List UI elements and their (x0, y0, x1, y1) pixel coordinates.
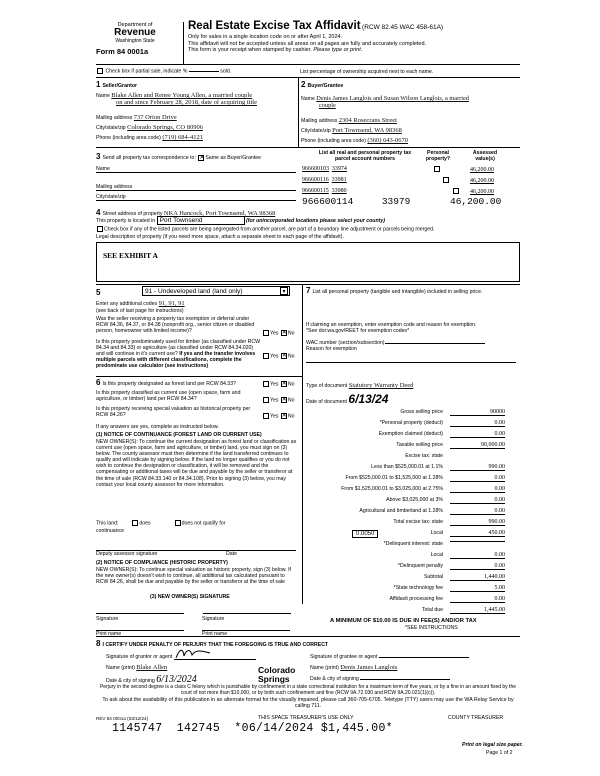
seller-city[interactable]: Colorado Springs, CO 80906 (127, 124, 203, 131)
calc-row: *Delinquent penalty 0.00 (398, 563, 505, 569)
calc-row: Taxable selling price 90,000.00 (396, 442, 505, 448)
correspondence-label: Send all property tax correspondence to: (102, 155, 196, 161)
seller-section: 1 Seller/Grantor (96, 80, 138, 89)
calc-row: Local 0.00 (430, 552, 505, 558)
page-title: Real Estate Excise Tax Affidavit (188, 20, 361, 32)
legal-description-label: Legal description of property (if you need more space, attach a separate sheet to each page of the affidavit). (96, 234, 344, 240)
form-number: Form 84 0001a (96, 47, 149, 56)
calc-row: From $1,525,000.01 to $3,025,000 at 2.75% 0.00 (341, 486, 505, 492)
personal-checkbox-1[interactable] (434, 166, 440, 172)
q-historic-yes[interactable] (263, 413, 269, 419)
property-street[interactable]: NKA Hancock, Port Townsend, WA 98368 (163, 210, 276, 217)
calc-row: *Delinquent interest: state (305, 541, 505, 551)
same-as-buyer-checkbox[interactable] (198, 155, 204, 161)
dropdown-arrow-icon[interactable]: ▾ (280, 287, 288, 295)
buyer-name-line1[interactable]: Denis James Langlois and Susan Wilson Langlois, a married (316, 95, 469, 102)
pct-list-note: List percentage of ownership acquired next to each name. (300, 69, 434, 75)
partial-sale-label: Check box if partial sale, indicate % (105, 68, 188, 75)
segregated-checkbox[interactable] (97, 226, 103, 232)
grantor-signature-mark (174, 646, 214, 660)
seller-name-line1[interactable]: Blake Allen and Renee Young Allen, a married couple (111, 92, 253, 99)
subtitle-3b: Please type or print. (313, 47, 363, 53)
grantee-sign-date[interactable] (360, 674, 450, 680)
grantee-print-name[interactable]: Denis James Langlois (340, 664, 398, 671)
q-timber-no[interactable] (281, 353, 287, 359)
continuance-notice: NEW OWNER(S): To continue the current designation as forest land or classification as current use (open space, farm and agriculture, or timber) land, you must sign on (3) below. The county assessor must then determine if the land transferred continues to qualify and will indicate by signing below. If the land no longer qualifies or you do not wish to continue the designation or classification, it will be removed and the compensating or additional taxes will be due and payable by the seller or transferor at the time of sale (RCW 84.33.140 or 84.34.108). Prior to signing (3) below, you may contact your local county assessor for more information. (96, 439, 297, 488)
subtitle-2: This affidavit will not be accepted unless all areas on all pages are fully and accurately completed. (188, 40, 427, 47)
calc-row: *State technology fee 5.00 (393, 585, 505, 591)
minimum-note: A MINIMUM OF $10.00 IS DUE IN FEE(S) AND/OR TAX (330, 618, 477, 624)
compliance-notice: NEW OWNER(S): To continue special valuation as historic property, sign (3) below. If the new owner(s) doesn't wish to continue, all additional tax calculated pursuant to RCW 84.26, shall be due and payable by the seller or transferor at the time of sale (96, 567, 291, 586)
buyer-name-line2[interactable]: couple (319, 102, 336, 109)
typed-parcel-row: 966600114 33979 (302, 196, 411, 207)
personal-checkbox-2[interactable] (443, 177, 449, 183)
partial-sale-checkbox[interactable] (97, 68, 103, 74)
legal-description-box[interactable] (96, 242, 520, 282)
seller-phone[interactable]: (719) 684-4121 (162, 134, 203, 141)
calc-row: Total excise tax: state 990.00 (393, 519, 505, 525)
calc-row: Above $3,025,000 at 3% 0.00 (386, 497, 505, 503)
property-location-select[interactable]: Port Townsend (157, 216, 245, 225)
buyer-phone[interactable]: (360) 643-0670 (367, 137, 408, 144)
dept-line3: Washington State (115, 38, 155, 44)
calc-row: Excise tax: state (405, 453, 443, 459)
seller-mail[interactable]: 737 Orion Drive (133, 114, 177, 121)
calc-row: Subtotal 1,440.00 (423, 574, 505, 580)
calc-row: Exemption claimed (deduct) 0.00 (378, 431, 505, 437)
new-owner-signature-1[interactable] (96, 606, 184, 614)
partial-sold-label: sold. (220, 68, 232, 75)
calc-row: *Personal property (deduct) 0.00 (379, 420, 505, 426)
q-historic-no[interactable] (281, 413, 287, 419)
perjury-notice: Perjury in the second degree is a class C felony which is punishable by confinement in a state correctional institution for a maximum term of five years, or by a fine in an amount fixed by the court of not more than $10,000, or by both such confinement and fine (RCW 9A.72.030 and RCW 9A.20.021(1)(c)). (99, 684, 517, 696)
q-forest-yes[interactable] (263, 381, 269, 387)
alt-format-notice: To ask about the availability of this publication in an alternate format for the visually impaired, please call 360-705-6705. Teletype (TTY) users may use the WA Relay Service by calling 711. (102, 697, 514, 709)
calc-row: From $525,000.01 to $1,525,000 at 1.28% 0.00 (345, 475, 505, 481)
parcel-row: 966600115 33980 (302, 188, 347, 194)
q-forest-no[interactable] (281, 381, 287, 387)
land-does-not-checkbox[interactable] (175, 520, 181, 526)
calc-row: Gross selling price 90000 (400, 409, 505, 415)
local-rate[interactable]: 0.0050 (352, 530, 378, 538)
personal-checkbox-3[interactable] (453, 188, 459, 194)
wac-input[interactable] (385, 338, 485, 344)
document-date[interactable]: 6/13/24 (348, 392, 389, 406)
q-current-use-no[interactable] (281, 397, 287, 403)
grantor-signature[interactable] (174, 652, 256, 660)
q-exemption-no[interactable] (281, 330, 287, 336)
grantor-print-name[interactable]: Blake Allen (136, 664, 168, 671)
land-use-select[interactable]: 91 - Undeveloped land (land only) ▾ (142, 286, 290, 296)
q-exemption: Was the seller receiving a property tax exemption or deferral under RCW 84.36, 84.37, or 84.38 (nonprofit org., senior citizen or disabled person, homeowner with limited income)? (96, 316, 255, 334)
dept-line2: Revenue (114, 27, 156, 38)
land-does-checkbox[interactable] (132, 520, 138, 526)
buyer-city[interactable]: Port Townsend, WA 98368 (332, 127, 402, 134)
seller-heading: Seller/Grantor (102, 83, 138, 89)
q-exemption-yes[interactable] (263, 330, 269, 336)
parcel-row: 966600116 33981 (302, 177, 347, 183)
title-ref: (RCW 82.45 WAC 458-61A) (362, 24, 444, 31)
seller-name-line2[interactable]: on and since February 28, 2018, date of acquiring title (116, 99, 257, 106)
calc-row: Less than $525,000.01 at 1.1% 990.00 (371, 464, 505, 470)
reason-line[interactable] (306, 362, 516, 363)
subtitle-1: Only for sales in a single location code on or after April 1, 2024. (188, 34, 343, 40)
grantor-sign-city[interactable]: Colorado Springs (258, 665, 296, 684)
exhibit-text: SEE EXHIBIT A (103, 251, 158, 260)
calc-row: Local 450.00 (430, 530, 505, 536)
buyer-mail[interactable]: 2304 Rosecrans Street (338, 117, 397, 124)
buyer-heading: Buyer/Grantee (307, 83, 344, 89)
parcel-row: 966600103 33974 (302, 166, 347, 172)
q-timber-yes[interactable] (263, 353, 269, 359)
grantor-sign-date[interactable]: 6/13/2024 (156, 674, 197, 685)
calc-row: Affidavit processing fee 0.00 (389, 596, 505, 602)
q-current-use-yes[interactable] (263, 397, 269, 403)
additional-codes[interactable]: 91, 91, 91 (158, 300, 185, 307)
grantee-signature[interactable] (379, 652, 469, 658)
page-number: Page 1 of 2 (486, 750, 513, 756)
calc-row: Agricultural and timberland at 1.28% 0.00 (359, 508, 505, 514)
certify-heading: I CERTIFY UNDER PENALTY OF PERJURY THAT THE FOREGOING IS TRUE AND CORRECT (102, 642, 329, 648)
typed-parcel-value[interactable]: 46,200.00 (450, 196, 502, 207)
document-type[interactable]: Statutory Warranty Deed (348, 382, 414, 389)
calc-row: Total due 1,445.00 (421, 607, 505, 613)
new-owner-signature-2[interactable] (203, 606, 291, 614)
treasurer-stamp: 1145747 142745 *06/14/2024 $1,445.00* (112, 722, 393, 735)
dor-logo (96, 22, 174, 60)
dept-line1: Department of (117, 22, 153, 28)
subtitle-3: This form is your receipt when stamped by cashier. (188, 47, 312, 53)
